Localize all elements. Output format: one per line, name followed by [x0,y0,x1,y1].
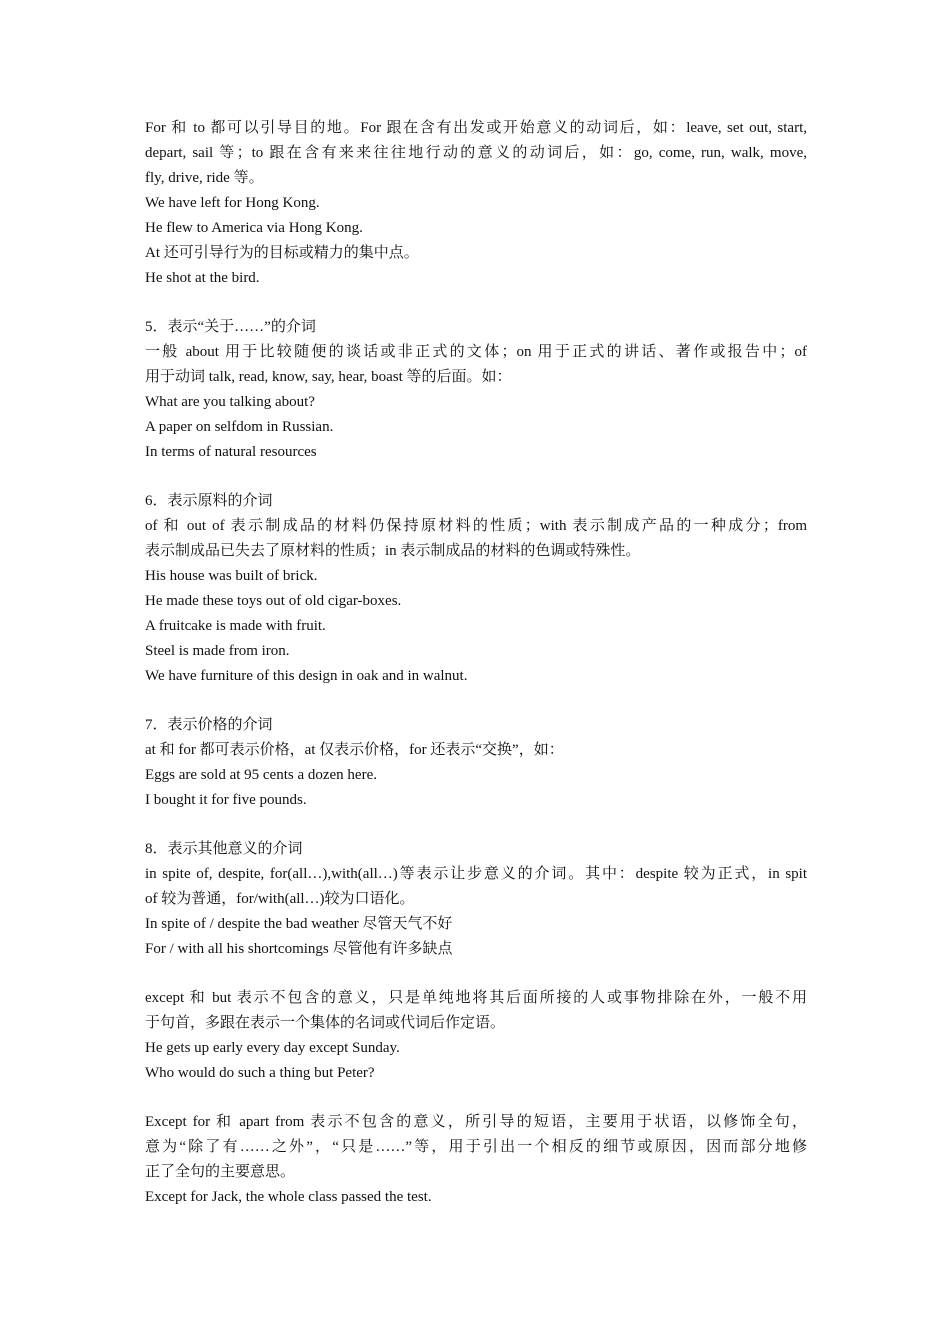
paragraph-gap [145,1086,807,1110]
example-sentence: For / with all his shortcomings 尽管他有许多缺点 [145,941,453,957]
paragraph-line: 用于动词 talk, read, know, say, hear, boast 等的后面。如： [145,369,512,385]
paragraph-line: at 和 for 都可表示价格，at 仅表示价格，for 还表示“交换”，如： [145,742,564,758]
paragraph-line: except 和 but 表示不包含的意义，只是单纯地将其后面所接的人或事物排除在外，一般不用 [145,990,807,1006]
paragraph-line: For 和 to 都可以引导目的地。For 跟在含有出发或开始意义的动词后，如：leave, set out, start, [145,120,807,136]
example-sentence: Eggs are sold at 95 cents a dozen here. [145,767,377,783]
paragraph-line: 意为“除了有……之外”，“只是……”等，用于引出一个相反的细节或原因，因而部分地修 [145,1139,807,1155]
example-sentence: Who would do such a thing but Peter? [145,1065,375,1081]
paragraph-line: 表示制成品已失去了原材料的性质；in 表示制成品的材料的色调或特殊性。 [145,543,641,559]
paragraph-line: of 和 out of 表示制成品的材料仍保持原材料的性质；with 表示制成产品的一种成分；from [145,518,807,534]
section-heading: 7．表示价格的介词 [145,717,273,733]
example-sentence: He shot at the bird. [145,270,260,286]
paragraph-line: depart, sail 等；to 跟在含有来来往往地行动的意义的动词后，如：go, come, run, walk, move, [145,145,807,161]
paragraph-gap [145,962,807,986]
example-sentence: We have furniture of this design in oak and in walnut. [145,668,468,684]
paragraph-line: in spite of, despite, for(all…),with(all…)等表示让步意义的介词。其中：despite 较为正式，in spit [145,866,807,882]
section-heading: 5．表示“关于……”的介词 [145,319,316,335]
section-heading: 6．表示原料的介词 [145,493,273,509]
example-sentence: In spite of / despite the bad weather 尽管天气不好 [145,916,453,932]
paragraph-line: 正了全句的主要意思。 [145,1164,296,1180]
example-sentence: A fruitcake is made with fruit. [145,618,326,634]
paragraph-line: 一般 about 用于比较随便的谈话或非正式的文体；on 用于正式的讲话、著作或报告中；of [145,344,807,360]
document-page [145,116,807,1210]
paragraph-line: At 还可引导行为的目标或精力的集中点。 [145,245,419,261]
example-sentence: He flew to America via Hong Kong. [145,220,363,236]
example-sentence: Steel is made from iron. [145,643,290,659]
example-sentence: Except for Jack, the whole class passed the test. [145,1189,432,1205]
paragraph-gap [145,689,807,713]
paragraph-line: fly, drive, ride 等。 [145,170,264,186]
paragraph-line: of 较为普通，for/with(all…)较为口语化。 [145,891,415,907]
section-heading: 8．表示其他意义的介词 [145,841,303,857]
paragraph-line: 于句首，多跟在表示一个集体的名词或代词后作定语。 [145,1015,506,1031]
example-sentence: He gets up early every day except Sunday. [145,1040,400,1056]
example-sentence: What are you talking about? [145,394,315,410]
example-sentence: We have left for Hong Kong. [145,195,320,211]
paragraph-gap [145,813,807,837]
example-sentence: I bought it for five pounds. [145,792,307,808]
example-sentence: A paper on selfdom in Russian. [145,419,334,435]
paragraph-line: Except for 和 apart from 表示不包含的意义，所引导的短语，主要用于状语，以修饰全句， [145,1114,807,1130]
paragraph-gap [145,465,807,489]
example-sentence: In terms of natural resources [145,444,317,460]
example-sentence: His house was built of brick. [145,568,318,584]
paragraph-gap [145,291,807,315]
example-sentence: He made these toys out of old cigar-boxes. [145,593,402,609]
